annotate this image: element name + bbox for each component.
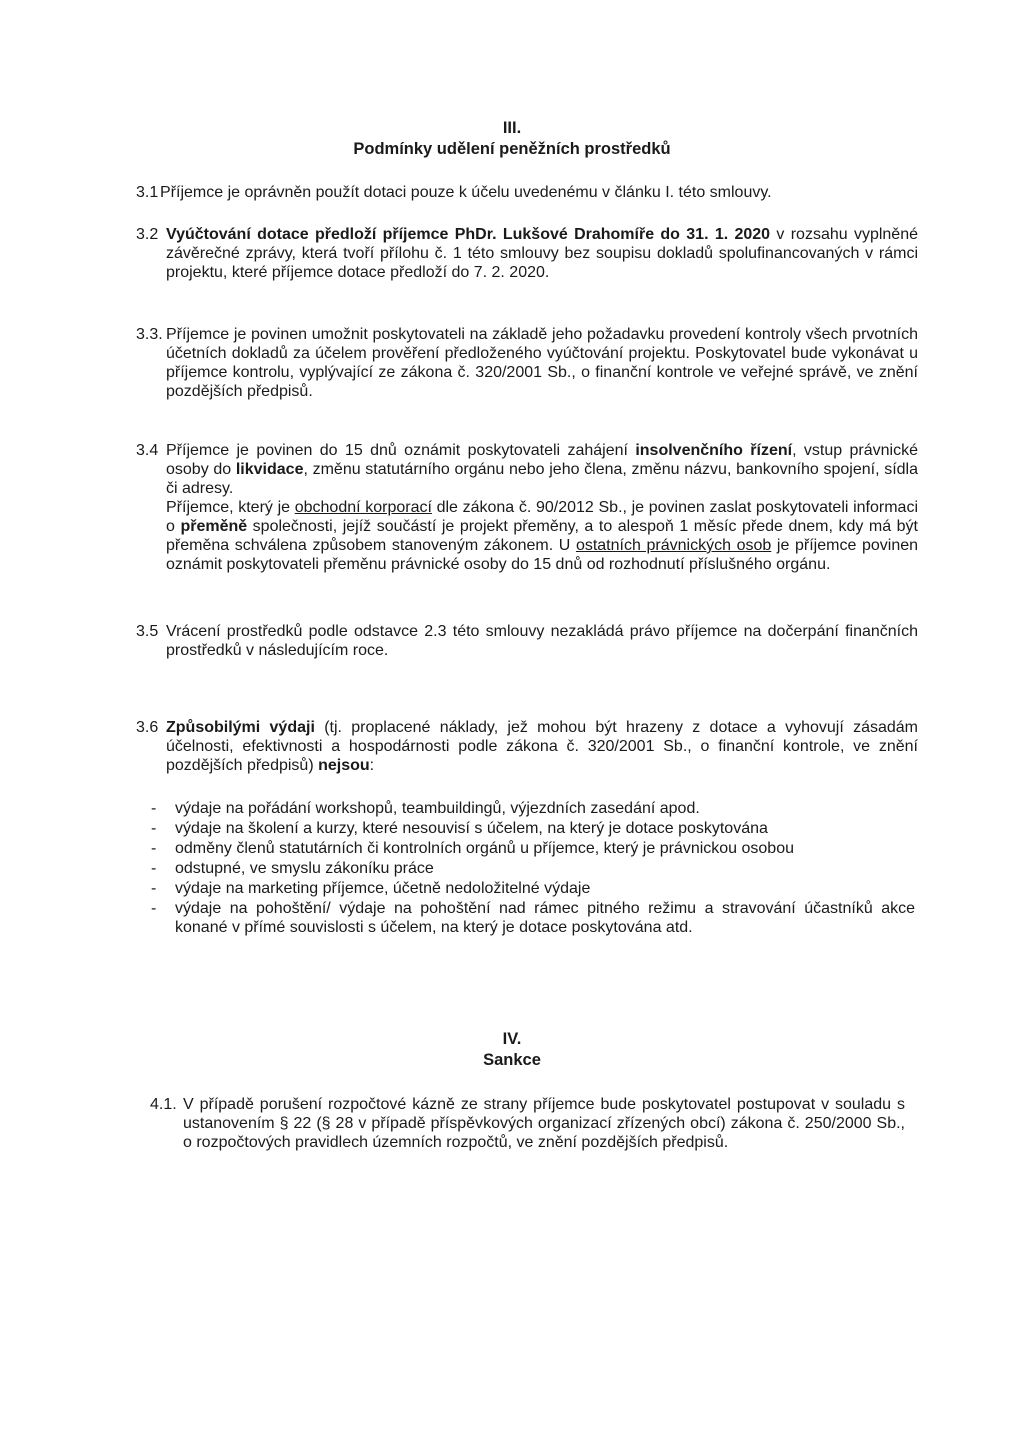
liquidation-term: likvidace bbox=[235, 461, 304, 478]
list-dash: - bbox=[151, 880, 157, 897]
paragraph-3-2-bold: Vyúčtování dotace předloží příjemce PhDr. Lukšové Drahomíře do 31. 1. 2020 bbox=[166, 226, 771, 243]
list-dash: - bbox=[151, 840, 157, 857]
list-dash: - bbox=[151, 860, 157, 877]
paragraph-3-5-number: 3.5 bbox=[136, 623, 159, 640]
section-3-title: Podmínky udělení peněžních prostředků bbox=[353, 140, 671, 158]
paragraph-3-4-part: je příjemce povinen oznámit poskytovateli přeměnu právnické osoby do 15 dnů od rozhodnutí příslušného orgánu. bbox=[166, 537, 919, 573]
paragraph-3-4-part: dle zákona č. 90/2012 Sb., je povinen zaslat poskytovateli informaci o bbox=[166, 499, 919, 535]
paragraph-3-4-part: Příjemce je povinen do 15 dnů oznámit poskytovateli zahájení bbox=[166, 442, 636, 459]
other-legal-persons-term: ostatních právnických osob bbox=[575, 537, 772, 554]
list-item: výdaje na školení a kurzy, které nesouvisí s účelem, na který je dotace poskytována bbox=[175, 820, 768, 837]
insolvency-term: insolvenčního řízení bbox=[635, 442, 793, 459]
section-3-number: III. bbox=[502, 119, 522, 137]
section-4-title: Sankce bbox=[483, 1051, 541, 1069]
list-item: výdaje na pořádání workshopů, teambuildingů, výjezdních zasedání apod. bbox=[175, 800, 700, 817]
list-item: odstupné, ve smyslu zákoníku práce bbox=[175, 860, 434, 877]
paragraph-4-1-number: 4.1. bbox=[150, 1096, 177, 1113]
list-item: výdaje na pohoštění/ výdaje na pohoštění nad rámec pitného režimu a stravování účastníků akce konané v přímé souvislosti s účelem, na který je dotace poskytována atd. bbox=[175, 900, 915, 936]
list-dash: - bbox=[151, 820, 157, 837]
paragraph-3-4-part: Příjemce, který je bbox=[166, 499, 295, 516]
paragraph-3-4-part: společnosti, jejíž součástí je projekt přeměny, a to alespoň 1 měsíc přede dnem, kdy má být přeměna schválena způsobem stanoveným zákonem. U bbox=[166, 518, 918, 554]
paragraph-3-2-rest: v rozsahu vyplněné závěrečné zprávy, která tvoří přílohu č. 1 této smlouvy bez soupisu dokladů spolufinancovaných v rámci projektu, které příjemce dotace předloží do 7. 2. 2020. bbox=[166, 226, 919, 281]
paragraph-3-6-text bbox=[166, 718, 918, 775]
list-dash: - bbox=[151, 800, 157, 817]
paragraph-3-1-number: 3.1 bbox=[136, 184, 159, 201]
are-not-term: nejsou bbox=[318, 757, 370, 774]
paragraph-3-2-number: 3.2 bbox=[136, 226, 159, 243]
paragraph-3-4-number: 3.4 bbox=[136, 442, 159, 459]
paragraph-3-6-part: (tj. proplacené náklady, jež mohou být hrazeny z dotace a vyhovují zásadám účelnosti, efektivnosti a hospodárnosti podle zákona č. 320/2001 Sb., o finanční kontrole, ve znění pozdějších předpisů) bbox=[166, 719, 919, 774]
paragraph-3-1-text: Příjemce je oprávněn použít dotaci pouze k účelu uvedenému v článku I. této smlouvy. bbox=[160, 184, 772, 201]
paragraph-3-6-number: 3.6 bbox=[136, 719, 159, 736]
paragraph-3-6-part: : bbox=[369, 757, 375, 774]
section-4-number: IV. bbox=[502, 1030, 522, 1048]
paragraph-3-5-text: Vrácení prostředků podle odstavce 2.3 této smlouvy nezakládá právo příjemce na dočerpání finančních prostředků v následujícím roce. bbox=[166, 623, 918, 659]
list-item: odměny členů statutárních či kontrolních orgánů u příjemce, který je právnickou osobou bbox=[175, 840, 794, 857]
paragraph-3-4-text bbox=[166, 441, 918, 574]
list-item: výdaje na marketing příjemce, účetně nedoložitelné výdaje bbox=[175, 880, 591, 897]
list-dash: - bbox=[151, 900, 157, 917]
paragraph-3-4-part: , vstup právnické osoby do bbox=[166, 442, 918, 478]
transformation-term: přeměně bbox=[180, 518, 248, 535]
paragraph-4-1-text: V případě porušení rozpočtové kázně ze strany příjemce bude poskytovatel postupovat v souladu s ustanovením § 22 (§ 28 v případě příspěvkových organizací zřízených obcí) zákona č. 250/2000 Sb., o rozpočtových pravidlech územních rozpočtů, ve znění pozdějších předpisů. bbox=[183, 1096, 905, 1151]
business-corporation-term: obchodní korporací bbox=[294, 499, 432, 516]
paragraph-3-2-text bbox=[166, 225, 918, 282]
eligible-expenses-term: Způsobilými výdaji bbox=[166, 719, 315, 736]
paragraph-3-4-part: , změnu statutárního orgánu nebo jeho člena, změnu názvu, bankovního spojení, sídla či adresy. bbox=[166, 461, 918, 497]
paragraph-3-3-text: Příjemce je povinen umožnit poskytovateli na základě jeho požadavku provedení kontroly všech prvotních účetních dokladů za účelem prověření předloženého vyúčtování projektu. Poskytovatel bude vykonávat u příjemce kontrolu, vyplývající ze zákona č. 320/2001 Sb., o finanční kontrole ve veřejné správě, ve znění pozdějších předpisů. bbox=[166, 326, 918, 400]
paragraph-3-3-number: 3.3. bbox=[136, 326, 163, 343]
